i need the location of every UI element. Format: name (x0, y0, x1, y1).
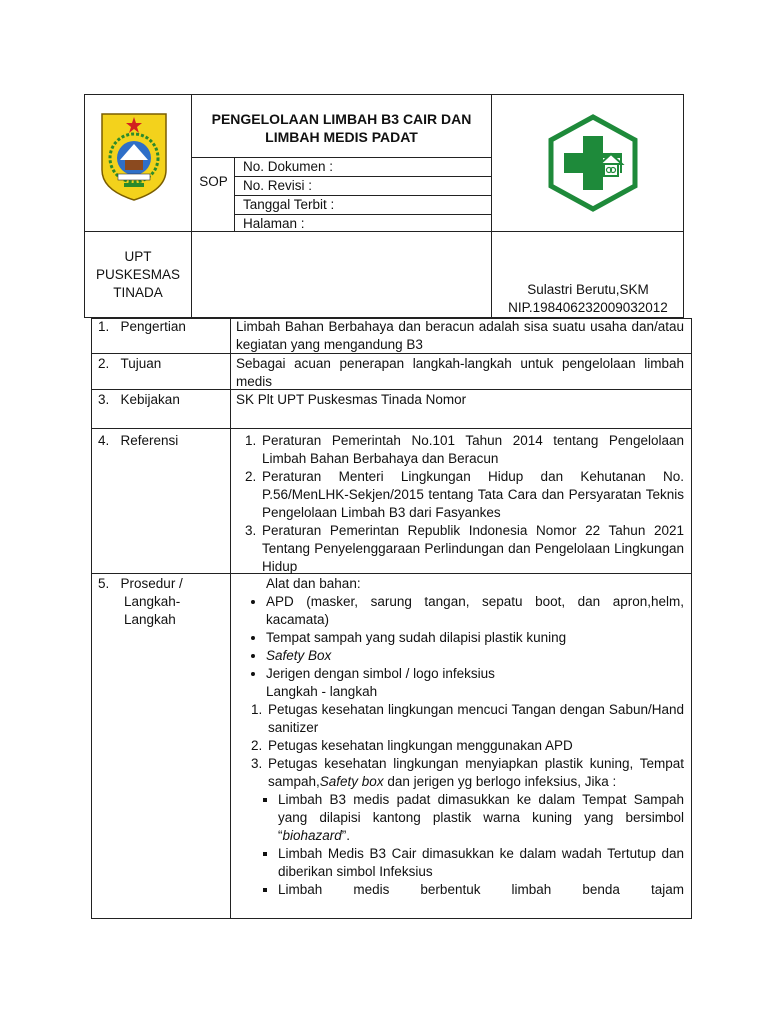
sub1-text-italic: biohazard (282, 828, 342, 843)
document-title (192, 94, 491, 156)
doc-fields (235, 157, 491, 231)
sub-step-item: ▪ Limbah Medis B3 Cair dimasukkan ke dalam wadah Tertutup dan diberikan simbol Infeksius (278, 845, 684, 881)
reference-item: 2. Peraturan Menteri Lingkungan Hidup dan Kehutanan No. P.56/MenLHK-Sekjen/2015 tentang Tata Cara dan Persyaratan Teknis Pengelolaan Limbah B3 dari Fasyankes (260, 468, 684, 522)
document-title-line2: LIMBAH MEDIS PADAT (265, 129, 418, 145)
row-label-line2: Langkah- (124, 594, 181, 609)
row-label: Referensi (120, 433, 179, 448)
row-label-line3: Langkah (124, 612, 176, 627)
org-line2: PUSKESMAS (95, 267, 181, 282)
tools-list (232, 593, 684, 683)
row-divider (91, 428, 692, 429)
signer-block (492, 281, 684, 317)
step-item: 1. Petugas kesehatan lingkungan mencuci Tangan dengan Sabun/Hand sanitizer (266, 701, 684, 737)
sub-steps-list (232, 791, 684, 899)
row-label: Kebijakan (120, 392, 180, 407)
regional-emblem-icon (98, 108, 170, 202)
step3-text-italic: Safety box (319, 774, 384, 789)
step-item: 2. Petugas kesehatan lingkungan menggunakan APD (266, 737, 684, 755)
signer-name: Sulastri Berutu,SKM (527, 282, 649, 297)
step3-text-a: Petugas kesehatan lingkungan menyiapkan plastik kuning, Tempat sampah, (268, 756, 684, 789)
org-line3: TINADA (113, 285, 163, 300)
row-kebijakan-label (98, 391, 228, 409)
org-name (84, 248, 192, 302)
row-referensi-label (98, 432, 228, 450)
org-line1: UPT (124, 249, 152, 264)
tool-item: • Tempat sampah yang sudah dilapisi plastik kuning (266, 629, 684, 647)
row-tujuan-text: Sebagai acuan penerapan langkah-langkah untuk pengelolaan limbah medis (236, 356, 684, 389)
row-number: 3. (98, 392, 110, 407)
sub1-text-b: ”. (341, 828, 351, 843)
row-tujuan-label (98, 355, 228, 373)
step-item (266, 755, 684, 791)
tool-item (266, 647, 684, 665)
tool-item-italic: Safety Box (266, 648, 332, 663)
steps-list (232, 701, 684, 791)
procedure-content (232, 575, 684, 919)
row-referensi-list (236, 432, 684, 576)
doc-field-halaman: Halaman : (243, 216, 305, 231)
step3-text-b: dan jerigen yg berlogo infeksius, Jika : (383, 774, 617, 789)
doc-field-nomor: No. Dokumen : (235, 158, 491, 177)
row-label: Pengertian (120, 319, 186, 334)
tool-item: • APD (masker, sarung tangan, sepatu boot, dan apron,helm, kacamata) (266, 593, 684, 629)
row-number: 2. (98, 356, 110, 371)
sop-label-cell (192, 157, 235, 231)
sop-label: SOP (199, 174, 228, 189)
row-prosedur-label (98, 575, 228, 629)
sub-step-item (278, 791, 684, 845)
blank-cell (191, 231, 492, 318)
tools-heading: Alat dan bahan: (266, 576, 361, 591)
signer-nip: NIP.198406232009032012 (508, 300, 668, 315)
puskesmas-logo-icon (546, 114, 640, 212)
reference-item: 1. Peraturan Pemerintah No.101 Tahun 2014 tentang Pengelolaan Limbah Bahan Berbahaya dan Beracun (260, 432, 684, 468)
row-number: 1. (98, 319, 110, 334)
reference-item: 3. Peraturan Pemerintan Republik Indonesia Nomor 22 Tahun 2021 Tentang Penyelenggaraan Perlindungan dan Pengelolaan Lingkungan Hidup (260, 522, 684, 576)
steps-heading: Langkah - langkah (266, 684, 378, 699)
row-kebijakan-text: SK Plt UPT Puskesmas Tinada Nomor (236, 392, 467, 407)
document-title-line1: PENGELOLAAN LIMBAH B3 CAIR DAN (211, 111, 472, 127)
row-pengertian-text: Limbah Bahan Berbahaya dan beracun adalah sisa suatu usaha dan/atau kegiatan yang mengandung B3 (236, 319, 684, 352)
sub1-text-a: Limbah B3 medis padat dimasukkan ke dalam Tempat Sampah yang dilapisi kantong plastik warna kuning yang bersimbol “ (278, 792, 684, 843)
row-number: 4. (98, 433, 110, 448)
table-column-divider (230, 318, 231, 919)
doc-field-tanggal: Tanggal Terbit : (235, 196, 491, 215)
row-label-line1: Prosedur / (120, 576, 183, 591)
row-number: 5. (98, 576, 110, 591)
tool-item: • Jerigen dengan simbol / logo infeksius (266, 665, 684, 683)
doc-field-revisi: No. Revisi : (235, 177, 491, 196)
sub-step-item: ▪ Limbah medis berbentuk limbah benda tajam (278, 881, 684, 899)
row-pengertian-label (98, 318, 228, 336)
row-label: Tujuan (120, 356, 162, 371)
